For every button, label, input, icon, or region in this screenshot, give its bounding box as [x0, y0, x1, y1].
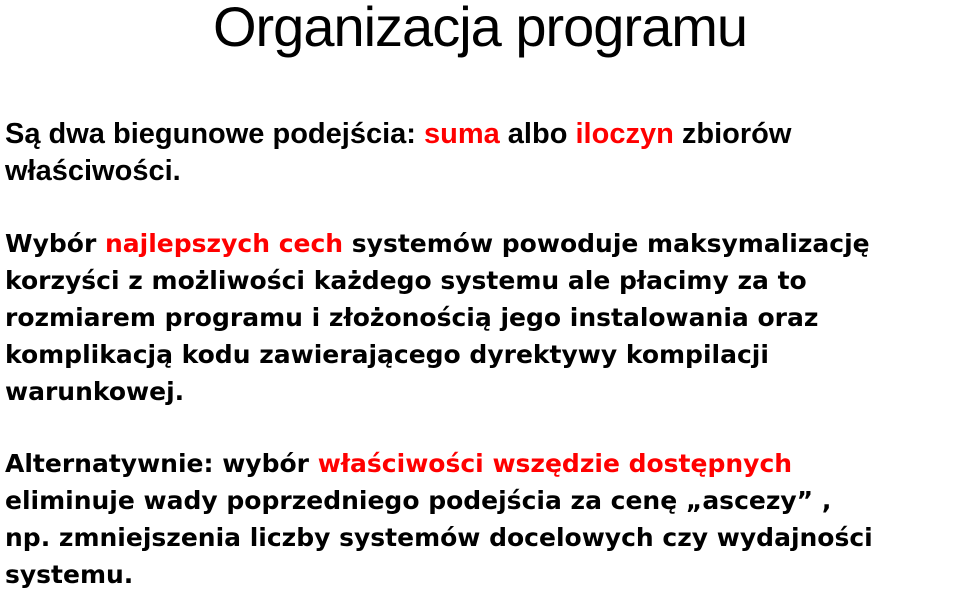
paragraph-best-features-line-4: komplikacją kodu zawierającego dyrektywy kompilacji	[5, 340, 769, 369]
highlight-common-features: właściwości wszędzie dostępnych	[317, 449, 793, 478]
text-segment: zbiorów	[673, 118, 792, 150]
slide-title: Organizacja programu	[212, 0, 748, 58]
paragraph-approaches-line-1	[5, 116, 791, 153]
paragraph-best-features	[5, 225, 870, 410]
text-segment: Alternatywnie: wybór	[5, 449, 318, 478]
paragraph-best-features-line-3: rozmiarem programu i złożonością jego instalowania oraz	[5, 303, 819, 332]
paragraph-alternative-line-4: systemu.	[5, 560, 134, 589]
text-segment: Są dwa biegunowe podejścia:	[5, 118, 424, 150]
paragraph-alternative-line-1	[5, 445, 873, 482]
paragraph-alternative-line-3: np. zmniejszenia liczby systemów docelowych czy wydajności	[5, 523, 873, 552]
text-segment: systemów powoduje maksymalizację	[343, 229, 870, 258]
text-segment: albo	[499, 118, 576, 150]
paragraph-best-features-line-2: korzyści z możliwości każdego systemu ale płacimy za to	[5, 266, 807, 295]
paragraph-best-features-line-5: warunkowej.	[5, 377, 185, 406]
paragraph-best-features-line-1	[5, 225, 870, 262]
text-segment: Wybór	[5, 229, 105, 258]
paragraph-approaches	[5, 116, 791, 190]
paragraph-alternative-line-2: eliminuje wady poprzedniego podejścia za cenę „ascezy” ,	[5, 486, 832, 515]
paragraph-alternative	[5, 445, 873, 593]
highlight-product: iloczyn	[575, 118, 674, 150]
paragraph-approaches-line-2: właściwości.	[5, 155, 181, 187]
highlight-best-features: najlepszych cech	[104, 229, 344, 258]
highlight-sum: suma	[423, 118, 500, 150]
